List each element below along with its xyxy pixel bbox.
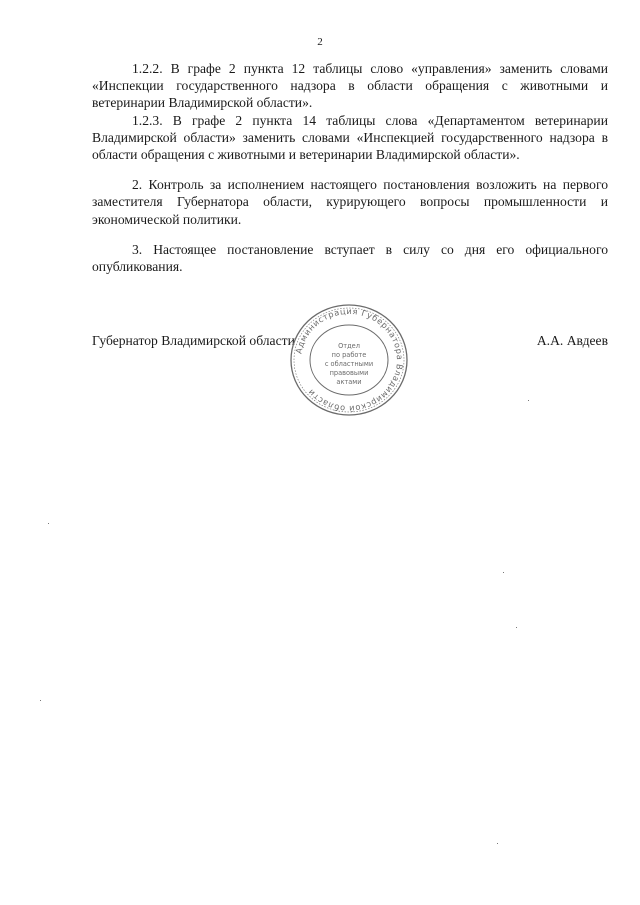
signatory-name: А.А. Авдеев [536,333,608,348]
signatory-title: Губернатор Владимирской области [92,333,295,348]
paragraph-1-2-2: 1.2.2. В графе 2 пункта 12 таблицы слово «управления» заменить словами «Инспекции государственного надзора в области обращения с животными и ветеринарии Владимирской области». [92,61,608,111]
svg-text:актами: актами [336,378,362,386]
scan-speck [503,572,504,573]
svg-text:Администрация Губернатора Влад: Администрация Губернатора Владимирской области [293,305,406,415]
scan-speck [528,400,529,401]
official-seal-stamp [288,302,410,418]
svg-text:правовыми: правовыми [329,369,369,377]
scan-speck [516,627,517,628]
scan-speck [497,843,498,844]
document-body [92,60,608,275]
paragraph-3-effective: 3. Настоящее постановление вступает в силу со дня его официального опубликования. [92,241,608,275]
paragraph-1-2-3: 1.2.3. В графе 2 пункта 14 таблицы слова «Департаментом ветеринарии Владимирской области» заменить словами «Инспекцией государственного надзора в области обращения с животными и ветеринарии Владимирской области». [92,112,608,163]
paragraph-2-control: 2. Контроль за исполнением настоящего постановления возложить на первого заместителя Губернатора области, курирующего вопросы промышленности и экономической политики. [92,177,608,227]
svg-text:с областными: с областными [324,360,374,368]
scan-speck [40,700,41,701]
svg-text:Отдел: Отдел [338,342,360,350]
svg-text:по работе: по работе [331,351,367,359]
page-number: 2 [317,36,323,48]
scan-speck [48,523,49,524]
